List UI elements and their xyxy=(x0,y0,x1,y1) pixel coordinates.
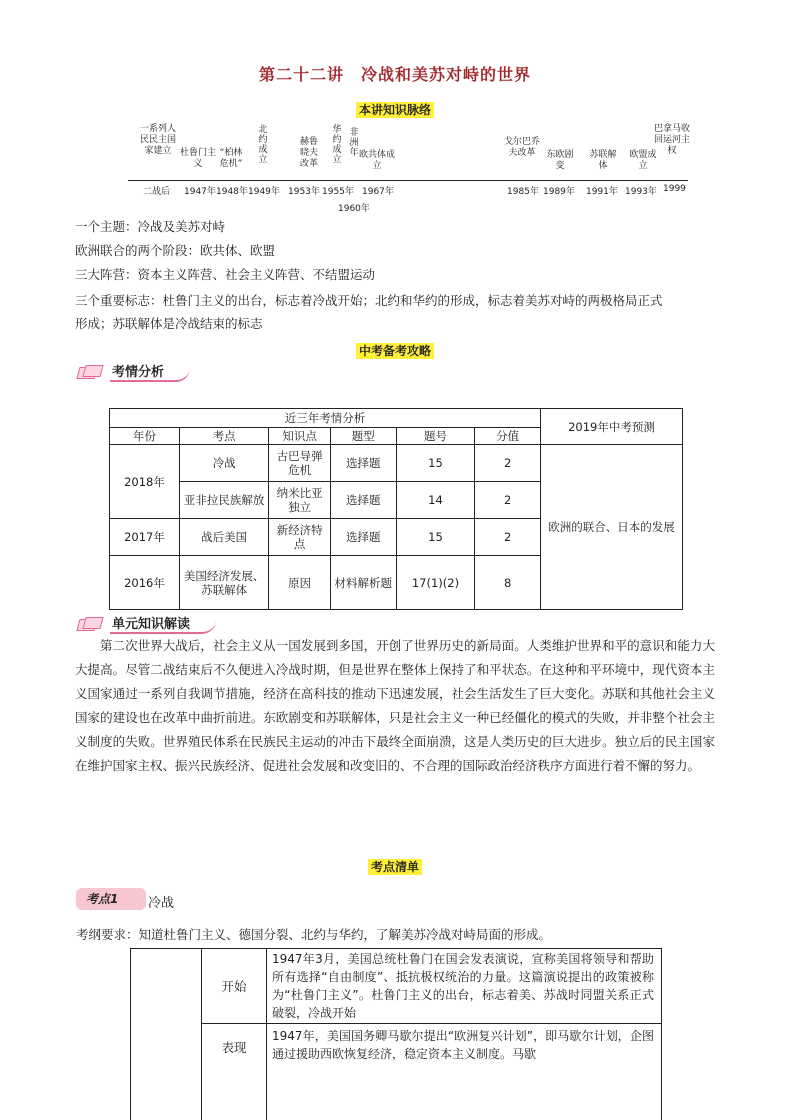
timeline-event: 东欧剧变 xyxy=(546,150,574,171)
exam-analysis-heading: 考情分析 xyxy=(78,361,190,382)
book-stack-icon xyxy=(78,365,104,379)
page-title: 第二十二讲 冷战和美苏对峙的世界 xyxy=(258,65,531,84)
table-row: 2018年 冷战 古巴导弹危机 选择题 15 2 欧洲的联合、日本的发展 xyxy=(110,445,683,482)
timeline-year: 1993年 xyxy=(625,187,657,197)
summary-line: 形成；苏联解体是冷战结束的标志 xyxy=(75,316,263,331)
row-text: 1947年，美国国务卿马歇尔提出“欧洲复兴计划”，即马歇尔计划，企图通过援助西欧恢复经济，稳定资本主义制度。马歇 xyxy=(272,1029,654,1061)
table-row: 亚非拉民族解放 纳米比亚独立 选择题 14 2 xyxy=(110,482,683,519)
column-header: 分值 xyxy=(475,428,541,445)
prediction-cell: 欧洲的联合、日本的发展 xyxy=(540,445,682,610)
timeline-year: 1947年 xyxy=(184,187,216,197)
timeline-year: 1949年 xyxy=(248,187,280,197)
cold-war-table xyxy=(130,948,662,1120)
timeline-event: 欧共体成立 xyxy=(358,150,395,171)
timeline-year: 1955年 xyxy=(322,187,354,197)
column-header: 题型 xyxy=(330,428,396,445)
table-row: 2017年 战后美国 新经济特点 选择题 15 2 xyxy=(110,519,683,556)
table-divider xyxy=(266,949,267,1120)
timeline-event: 巴拿马收回运河主权 xyxy=(654,124,691,156)
timeline xyxy=(0,0,790,215)
timeline-year: 二战后 xyxy=(143,187,171,197)
exam-analysis-table xyxy=(109,408,683,610)
timeline-event: 华约成立 xyxy=(332,125,342,165)
timeline-year: 1960年 xyxy=(338,204,370,214)
timeline-year: 1985年 xyxy=(507,187,539,197)
unit-paragraph: 第二次世界大战后，社会主义从一国发展到多国，开创了世界历史的新局面。人类维护世界和平的意识和能力大大提高。尽管二战结束后不久便进入冷战时期，但是世界在整体上保持了和平状态。在这种和平环境中，现代资本主义国家通过一系列自我调节措施，经济在高科技的推动下迅速发展，社会生活发生了巨大变化。苏联和其他社会主义国家的建设也在改革中曲折前进。东欧剧变和苏联解体，只是社会主义一种已经僵化的模式的失败，并非整个社会主义制度的失败。世界殖民体系在民族民主运动的冲击下最终全面崩溃，这是人类历史的巨大进步。独立后的民主国家在维护国家主权、振兴民族经济、促进社会发展和改变旧的、不合理的国际政治经济秩序方面进行着不懈的努力。 xyxy=(75,638,715,773)
column-header: 年份 xyxy=(110,428,180,445)
timeline-event: 北约成立 xyxy=(258,125,268,165)
timeline-axis xyxy=(128,180,688,181)
key-point-badge: 考点1 xyxy=(76,888,146,910)
section-heading-outline: 本讲知识脉络 xyxy=(0,99,790,118)
timeline-event: 苏联解体 xyxy=(589,150,617,171)
timeline-year: 1999 xyxy=(663,184,686,194)
row-text: 1947年3月，美国总统杜鲁门在国会发表演说，宣称美国将领导和帮助所有选择“自由制度”、抵抗极权统治的力量。这篇演说提出的政策被称为“杜鲁门主义”。杜鲁门主义的出台，标志着美、苏战时同盟关系正式破裂，冷战开始 xyxy=(272,952,654,1020)
table-row: 2016年 美国经济发展、苏联解体 原因 材料解析题 17(1)(2) 8 xyxy=(110,556,683,610)
unit-heading: 单元知识解读 xyxy=(78,613,216,634)
timeline-event: 欧盟成立 xyxy=(629,150,657,171)
summary-line: 三个重要标志：杜鲁门主义的出台，标志着冷战开始；北约和华约的形成，标志着美苏对峙的两极格局正式 xyxy=(75,293,663,308)
summary-line: 三大阵营：资本主义阵营、社会主义阵营、不结盟运动 xyxy=(75,267,376,282)
timeline-event: 一系列人民民主国家建立 xyxy=(140,124,177,156)
timeline-event: 杜鲁门主义 xyxy=(179,148,216,169)
section-heading-exam: 中考备考攻略 xyxy=(0,340,790,359)
book-stack-icon xyxy=(78,617,104,631)
row-label: 开始 xyxy=(221,979,247,994)
column-header: 知识点 xyxy=(269,428,331,445)
timeline-event: 赫鲁晓夫改革 xyxy=(299,137,318,169)
timeline-year: 1948年 xyxy=(216,187,248,197)
syllabus-requirement: 考纲要求：知道杜鲁门主义、德国分裂、北约与华约，了解美苏冷战对峙局面的形成。 xyxy=(76,927,552,942)
timeline-event: “柏林危机” xyxy=(219,148,243,169)
table-divider xyxy=(201,1023,661,1024)
summary-line: 欧洲联合的两个阶段：欧共体、欧盟 xyxy=(75,243,276,258)
timeline-year: 1989年 xyxy=(543,187,575,197)
column-header: 题号 xyxy=(396,428,475,445)
table-header-main: 近三年考情分析 xyxy=(110,409,541,428)
timeline-year: 1953年 xyxy=(288,187,320,197)
column-header: 考点 xyxy=(179,428,268,445)
table-header-predict: 2019年中考预测 xyxy=(540,409,682,445)
key-point-title: 冷战 xyxy=(148,896,175,911)
timeline-event-below: 非洲年 xyxy=(349,128,359,158)
timeline-year: 1967年 xyxy=(362,187,394,197)
section-heading-points: 考点清单 xyxy=(0,856,790,875)
row-label: 表现 xyxy=(221,1040,247,1055)
summary-line: 一个主题：冷战及美苏对峙 xyxy=(75,219,226,234)
timeline-year: 1991年 xyxy=(586,187,618,197)
timeline-event: 戈尔巴乔夫改革 xyxy=(503,137,540,158)
